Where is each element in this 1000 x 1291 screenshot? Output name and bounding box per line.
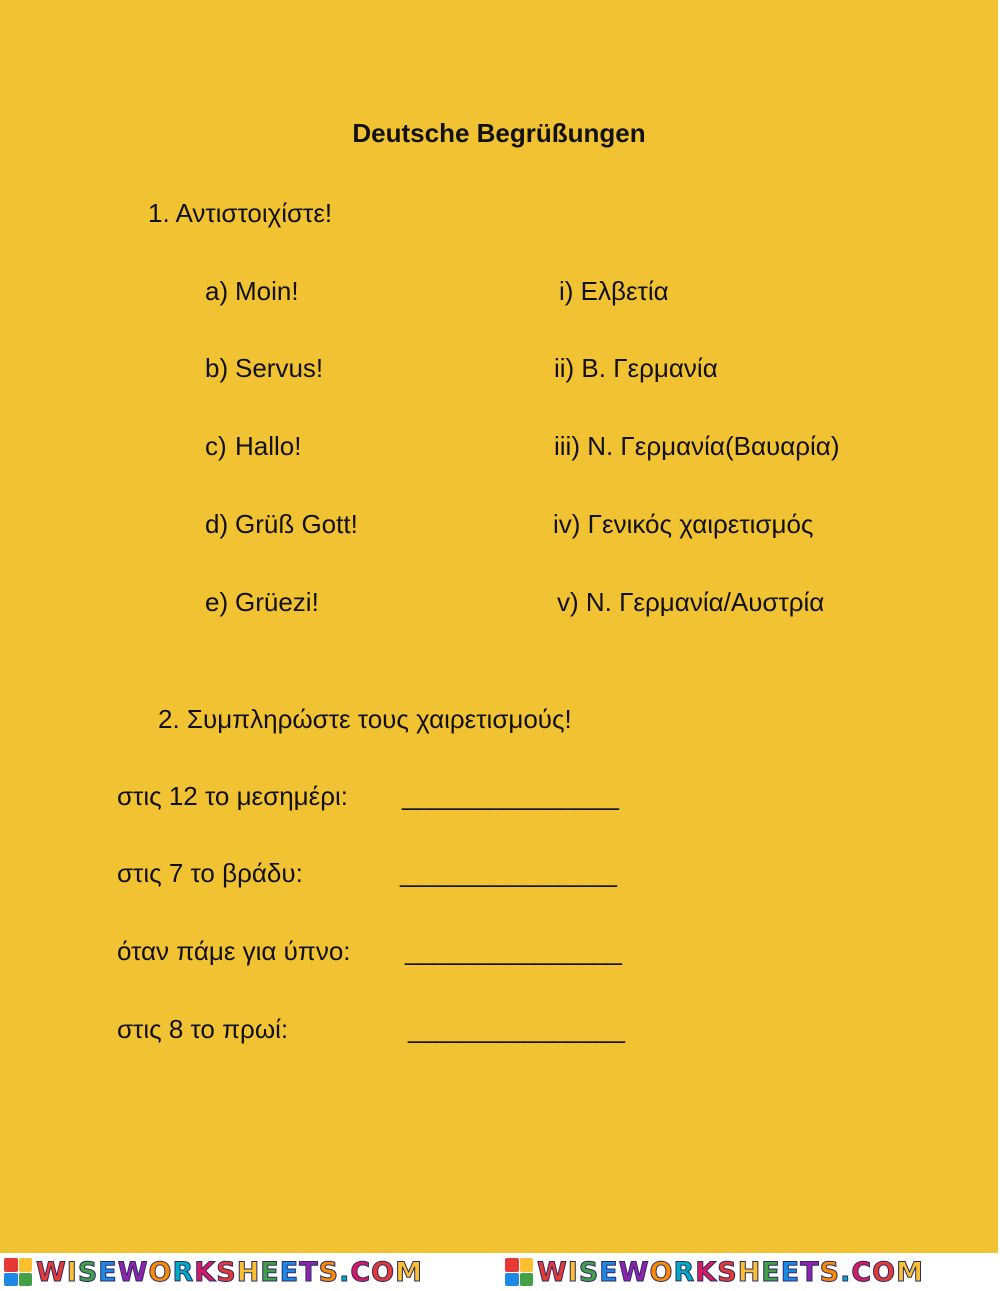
watermark-letter: W <box>537 1256 568 1288</box>
watermark-letter: S <box>578 1256 600 1288</box>
watermark-letter: H <box>236 1256 261 1288</box>
fill-blank[interactable]: _______________ <box>408 1014 625 1044</box>
watermark-letter: H <box>737 1256 762 1288</box>
watermark-letter: R <box>673 1256 696 1288</box>
watermark-letter: . <box>840 1256 852 1288</box>
fill-prompt-label: όταν πάμε για ύπνο: <box>117 936 351 966</box>
watermark-letter: E <box>98 1256 118 1288</box>
watermark-letter: . <box>339 1256 351 1288</box>
watermark-letter: S <box>819 1256 841 1288</box>
watermark-letter: M <box>896 1256 924 1288</box>
watermark-letter: I <box>66 1256 78 1288</box>
watermark-letter: S <box>77 1256 99 1288</box>
match-left-marker: a) <box>205 276 229 306</box>
match-left-text: Servus! <box>235 353 324 383</box>
match-left-item <box>205 587 319 618</box>
watermark-letter: K <box>695 1256 718 1288</box>
watermark-letter: O <box>371 1256 396 1288</box>
match-right-item: v) Ν. Γερμανία/Αυστρία <box>557 587 825 617</box>
match-right-item: iv) Γενικός χαιρετισμός <box>553 509 814 539</box>
watermark-text <box>36 1257 423 1288</box>
watermark-letter: W <box>36 1256 67 1288</box>
match-left-item <box>205 353 323 384</box>
watermark-text <box>537 1257 924 1288</box>
watermark-letter: C <box>350 1256 372 1288</box>
watermark-letter: E <box>761 1256 781 1288</box>
wiseworksheets-logo-icon <box>505 1258 533 1286</box>
match-right-item: ii) Β. Γερμανία <box>554 353 718 383</box>
watermark-letter: T <box>800 1256 820 1288</box>
fill-blank[interactable]: _______________ <box>402 781 619 811</box>
match-right-item: iii) Ν. Γερμανία(Βαυαρία) <box>554 431 840 461</box>
watermark-letter: S <box>216 1256 237 1288</box>
match-left-text: Grüß Gott! <box>235 509 358 539</box>
fill-prompt-label: στις 12 το μεσημέρι: <box>117 781 349 811</box>
question-1-heading <box>148 198 332 229</box>
match-left-item <box>205 431 301 462</box>
watermark-letter: T <box>299 1256 319 1288</box>
watermark-letter: W <box>618 1256 650 1288</box>
watermark-letter: E <box>780 1256 801 1288</box>
match-left-marker: c) <box>205 431 227 461</box>
match-right-item: i) Ελβετία <box>559 276 669 306</box>
fill-prompt-label: στις 7 το βράδυ: <box>117 858 303 888</box>
question-1-number: 1. <box>148 198 170 228</box>
fill-blank[interactable]: _______________ <box>405 936 622 966</box>
watermark-letter: O <box>649 1256 674 1288</box>
fill-blank[interactable]: _______________ <box>400 858 617 888</box>
watermark-letter: E <box>279 1256 300 1288</box>
match-left-marker: e) <box>205 587 229 617</box>
watermark-footer <box>0 1253 1000 1291</box>
question-2-heading: 2. Συμπληρώστε τους χαιρετισμούς! <box>158 704 572 734</box>
watermark-letter: M <box>395 1256 423 1288</box>
watermark-letter: S <box>318 1256 340 1288</box>
match-left-text: Grüezi! <box>235 587 319 617</box>
question-1-text: Αντιστοιχίστε! <box>175 198 333 228</box>
fill-prompt-label: στις 8 το πρωί: <box>117 1014 289 1044</box>
match-left-item <box>205 276 299 307</box>
match-left-text: Hallo! <box>235 431 302 461</box>
match-left-marker: d) <box>205 509 229 539</box>
watermark-letter: R <box>172 1256 195 1288</box>
worksheet-title: Deutsche Begrüßungen <box>352 118 646 148</box>
watermark-letter: O <box>872 1256 897 1288</box>
match-left-text: Moin! <box>235 276 299 306</box>
watermark-letter: C <box>851 1256 873 1288</box>
watermark-letter: E <box>260 1256 280 1288</box>
watermark-letter: K <box>194 1256 217 1288</box>
match-left-marker: b) <box>205 353 229 383</box>
match-left-item <box>205 509 358 540</box>
watermark-letter: W <box>117 1256 149 1288</box>
wiseworksheets-logo-icon <box>4 1258 32 1286</box>
watermark-group <box>505 1256 924 1288</box>
watermark-letter: O <box>148 1256 173 1288</box>
watermark-letter: E <box>599 1256 619 1288</box>
watermark-letter: I <box>567 1256 579 1288</box>
watermark-letter: S <box>717 1256 738 1288</box>
watermark-group <box>4 1256 423 1288</box>
